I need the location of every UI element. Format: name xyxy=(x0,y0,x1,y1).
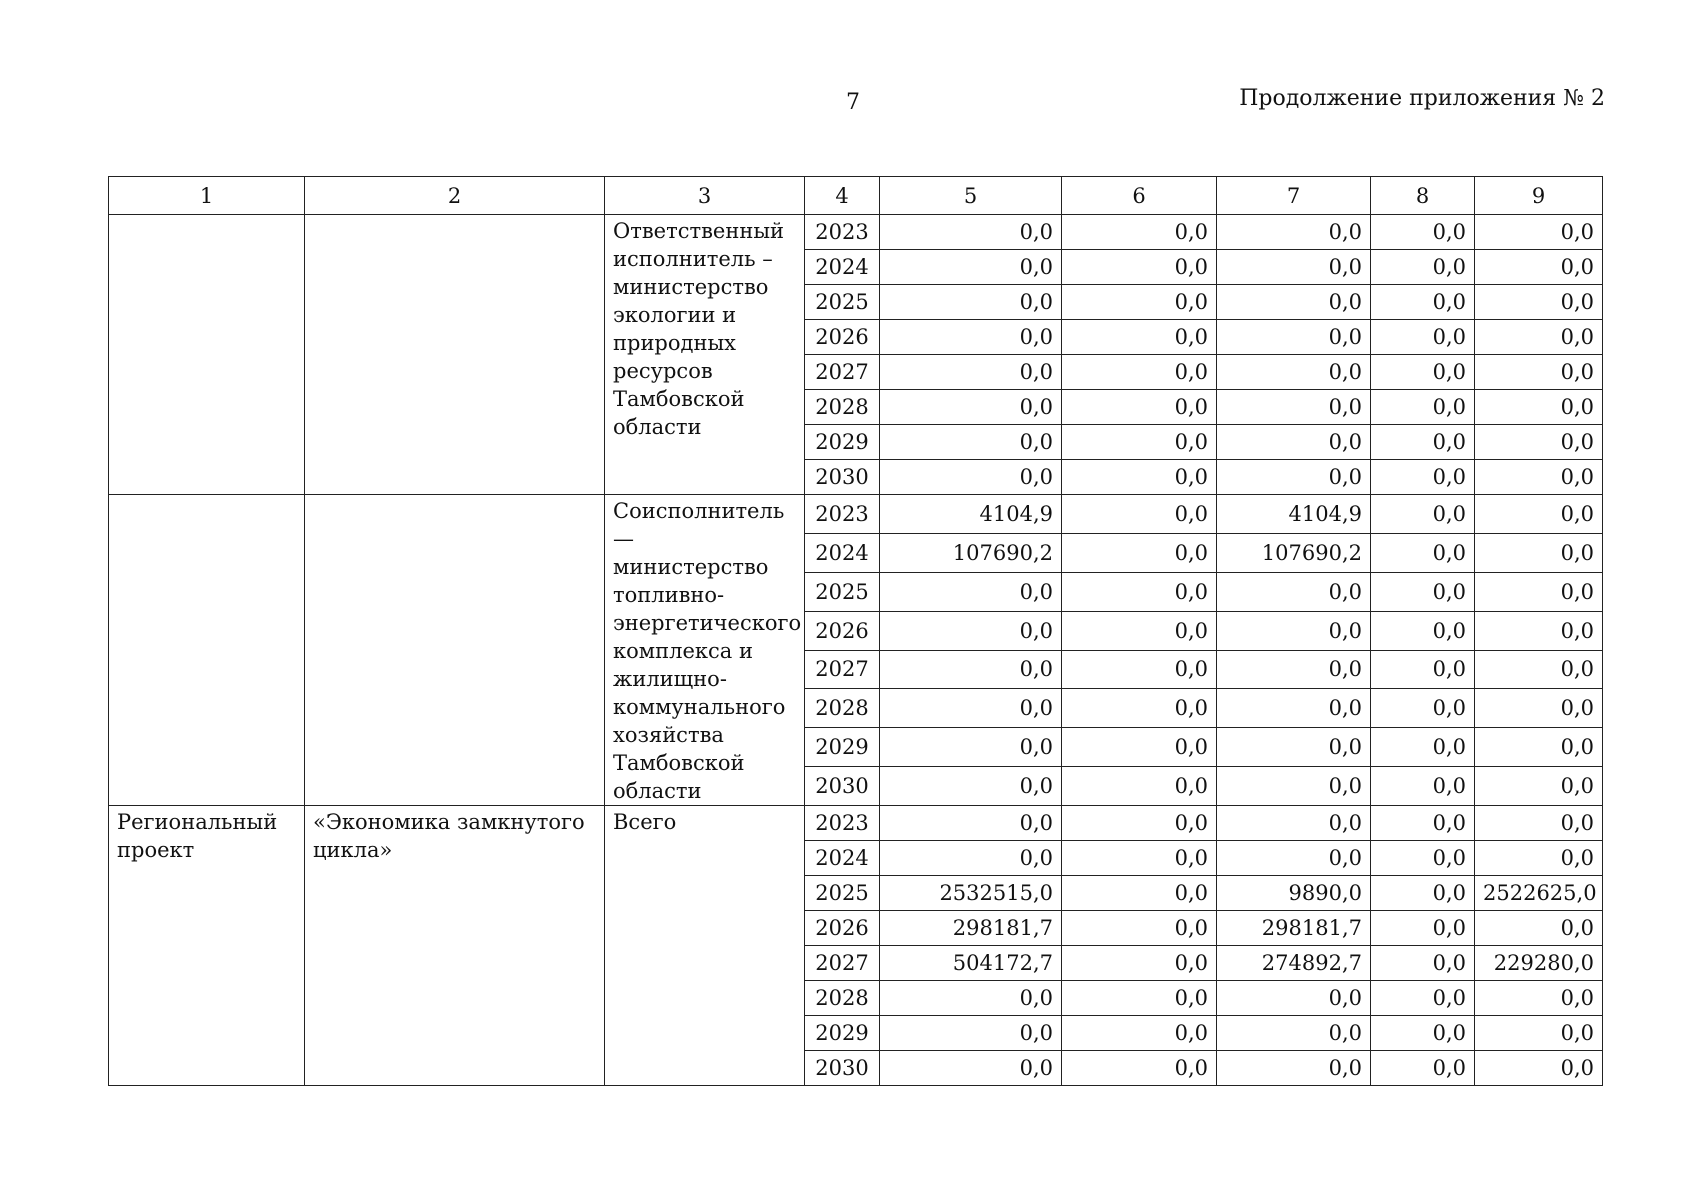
amount-cell: 0,0 xyxy=(1371,250,1475,285)
amount-cell: 0,0 xyxy=(1217,841,1371,876)
amount-cell: 0,0 xyxy=(880,1016,1062,1051)
program-element-cell xyxy=(109,495,305,806)
program-element-cell: Региональный проект xyxy=(109,806,305,1086)
amount-cell: 0,0 xyxy=(1475,650,1603,689)
amount-cell: 0,0 xyxy=(1062,390,1217,425)
table-body xyxy=(109,177,1603,1086)
year-cell: 2030 xyxy=(805,1051,880,1086)
amount-cell: 0,0 xyxy=(1062,460,1217,495)
amount-cell: 0,0 xyxy=(1371,841,1475,876)
amount-cell: 0,0 xyxy=(1371,215,1475,250)
year-cell: 2030 xyxy=(805,767,880,806)
year-cell: 2029 xyxy=(805,425,880,460)
amount-cell: 0,0 xyxy=(1062,215,1217,250)
amount-cell: 0,0 xyxy=(1371,1016,1475,1051)
year-cell: 2024 xyxy=(805,533,880,572)
amount-cell: 0,0 xyxy=(1062,572,1217,611)
amount-cell: 0,0 xyxy=(1062,1051,1217,1086)
column-number: 5 xyxy=(880,177,1062,215)
amount-cell: 0,0 xyxy=(880,285,1062,320)
table-row xyxy=(109,495,1603,534)
amount-cell: 0,0 xyxy=(1475,841,1603,876)
amount-cell: 0,0 xyxy=(1371,728,1475,767)
amount-cell: 4104,9 xyxy=(880,495,1062,534)
amount-cell: 0,0 xyxy=(1062,946,1217,981)
amount-cell: 2532515,0 xyxy=(880,876,1062,911)
amount-cell: 0,0 xyxy=(880,425,1062,460)
amount-cell: 0,0 xyxy=(880,806,1062,841)
amount-cell: 9890,0 xyxy=(1217,876,1371,911)
amount-cell: 0,0 xyxy=(1371,806,1475,841)
amount-cell: 2522625,0 xyxy=(1475,876,1603,911)
element-name-cell: «Экономика замкнутого цикла» xyxy=(305,806,605,1086)
column-number-row xyxy=(109,177,1603,215)
amount-cell: 0,0 xyxy=(1371,611,1475,650)
year-cell: 2025 xyxy=(805,572,880,611)
year-cell: 2026 xyxy=(805,911,880,946)
amount-cell: 0,0 xyxy=(1371,911,1475,946)
amount-cell: 0,0 xyxy=(1062,320,1217,355)
year-cell: 2028 xyxy=(805,689,880,728)
element-name-cell xyxy=(305,215,605,495)
amount-cell: 0,0 xyxy=(1217,320,1371,355)
amount-cell: 107690,2 xyxy=(880,533,1062,572)
amount-cell: 0,0 xyxy=(1217,728,1371,767)
amount-cell: 0,0 xyxy=(1371,390,1475,425)
executor-cell: Соисполнитель — министерство топливно-энергетического комплекса и жилищно-коммунального хозяйства Тамбовской области xyxy=(605,495,805,806)
year-cell: 2027 xyxy=(805,355,880,390)
amount-cell: 0,0 xyxy=(1217,572,1371,611)
table-row xyxy=(109,806,1603,841)
amount-cell: 0,0 xyxy=(880,460,1062,495)
appendix-continuation-note: Продолжение приложения № 2 xyxy=(1239,86,1605,111)
amount-cell: 0,0 xyxy=(1062,767,1217,806)
amount-cell: 0,0 xyxy=(1062,981,1217,1016)
amount-cell: 229280,0 xyxy=(1475,946,1603,981)
amount-cell: 0,0 xyxy=(1217,981,1371,1016)
year-cell: 2029 xyxy=(805,728,880,767)
amount-cell: 0,0 xyxy=(1475,460,1603,495)
amount-cell: 4104,9 xyxy=(1217,495,1371,534)
amount-cell: 0,0 xyxy=(1475,215,1603,250)
year-cell: 2028 xyxy=(805,390,880,425)
amount-cell: 0,0 xyxy=(1475,533,1603,572)
amount-cell: 0,0 xyxy=(880,572,1062,611)
amount-cell: 0,0 xyxy=(1475,250,1603,285)
year-cell: 2026 xyxy=(805,611,880,650)
amount-cell: 0,0 xyxy=(1217,767,1371,806)
amount-cell: 0,0 xyxy=(1062,650,1217,689)
amount-cell: 0,0 xyxy=(880,981,1062,1016)
amount-cell: 0,0 xyxy=(1062,611,1217,650)
amount-cell: 0,0 xyxy=(1475,390,1603,425)
amount-cell: 0,0 xyxy=(1217,460,1371,495)
amount-cell: 0,0 xyxy=(1062,250,1217,285)
amount-cell: 0,0 xyxy=(1371,460,1475,495)
column-number: 8 xyxy=(1371,177,1475,215)
amount-cell: 298181,7 xyxy=(880,911,1062,946)
amount-cell: 0,0 xyxy=(1475,320,1603,355)
amount-cell: 107690,2 xyxy=(1217,533,1371,572)
amount-cell: 0,0 xyxy=(1217,250,1371,285)
amount-cell: 0,0 xyxy=(1217,425,1371,460)
year-cell: 2030 xyxy=(805,460,880,495)
amount-cell: 0,0 xyxy=(1217,611,1371,650)
amount-cell: 0,0 xyxy=(1217,215,1371,250)
amount-cell: 0,0 xyxy=(1062,355,1217,390)
amount-cell: 0,0 xyxy=(880,1051,1062,1086)
year-cell: 2029 xyxy=(805,1016,880,1051)
amount-cell: 0,0 xyxy=(880,841,1062,876)
year-cell: 2023 xyxy=(805,215,880,250)
table-row xyxy=(109,215,1603,250)
year-cell: 2025 xyxy=(805,876,880,911)
amount-cell: 0,0 xyxy=(1475,572,1603,611)
amount-cell: 0,0 xyxy=(1371,689,1475,728)
amount-cell: 0,0 xyxy=(1062,285,1217,320)
amount-cell: 0,0 xyxy=(1475,611,1603,650)
amount-cell: 0,0 xyxy=(1062,533,1217,572)
column-number: 7 xyxy=(1217,177,1371,215)
amount-cell: 0,0 xyxy=(880,215,1062,250)
program-element-cell xyxy=(109,215,305,495)
budget-table xyxy=(108,176,1603,1086)
amount-cell: 0,0 xyxy=(1371,425,1475,460)
amount-cell: 0,0 xyxy=(1371,533,1475,572)
amount-cell: 0,0 xyxy=(1217,355,1371,390)
amount-cell: 0,0 xyxy=(1062,425,1217,460)
amount-cell: 0,0 xyxy=(1475,981,1603,1016)
amount-cell: 0,0 xyxy=(1475,689,1603,728)
amount-cell: 0,0 xyxy=(1062,689,1217,728)
amount-cell: 0,0 xyxy=(1217,689,1371,728)
year-cell: 2025 xyxy=(805,285,880,320)
column-number: 6 xyxy=(1062,177,1217,215)
amount-cell: 0,0 xyxy=(1475,911,1603,946)
executor-cell: Всего xyxy=(605,806,805,1086)
amount-cell: 0,0 xyxy=(1217,285,1371,320)
column-number: 2 xyxy=(305,177,605,215)
amount-cell: 0,0 xyxy=(1475,806,1603,841)
amount-cell: 0,0 xyxy=(1371,495,1475,534)
amount-cell: 0,0 xyxy=(1371,650,1475,689)
amount-cell: 0,0 xyxy=(1062,841,1217,876)
amount-cell: 0,0 xyxy=(1062,728,1217,767)
year-cell: 2027 xyxy=(805,650,880,689)
page-number: 7 xyxy=(846,90,860,115)
amount-cell: 0,0 xyxy=(1062,1016,1217,1051)
amount-cell: 0,0 xyxy=(1371,320,1475,355)
amount-cell: 0,0 xyxy=(1371,572,1475,611)
amount-cell: 0,0 xyxy=(1475,285,1603,320)
amount-cell: 504172,7 xyxy=(880,946,1062,981)
amount-cell: 0,0 xyxy=(880,689,1062,728)
amount-cell: 0,0 xyxy=(1217,650,1371,689)
amount-cell: 0,0 xyxy=(880,728,1062,767)
year-cell: 2023 xyxy=(805,806,880,841)
amount-cell: 0,0 xyxy=(1062,876,1217,911)
amount-cell: 298181,7 xyxy=(1217,911,1371,946)
amount-cell: 0,0 xyxy=(1371,981,1475,1016)
amount-cell: 0,0 xyxy=(1062,806,1217,841)
amount-cell: 0,0 xyxy=(880,611,1062,650)
amount-cell: 0,0 xyxy=(1217,806,1371,841)
amount-cell: 0,0 xyxy=(1217,1016,1371,1051)
column-number: 9 xyxy=(1475,177,1603,215)
amount-cell: 0,0 xyxy=(1371,1051,1475,1086)
amount-cell: 0,0 xyxy=(1475,728,1603,767)
amount-cell: 274892,7 xyxy=(1217,946,1371,981)
amount-cell: 0,0 xyxy=(1475,355,1603,390)
amount-cell: 0,0 xyxy=(1371,946,1475,981)
amount-cell: 0,0 xyxy=(880,767,1062,806)
amount-cell: 0,0 xyxy=(1062,495,1217,534)
year-cell: 2026 xyxy=(805,320,880,355)
year-cell: 2023 xyxy=(805,495,880,534)
amount-cell: 0,0 xyxy=(880,250,1062,285)
amount-cell: 0,0 xyxy=(880,355,1062,390)
amount-cell: 0,0 xyxy=(1217,390,1371,425)
amount-cell: 0,0 xyxy=(1475,425,1603,460)
column-number: 1 xyxy=(109,177,305,215)
amount-cell: 0,0 xyxy=(1371,285,1475,320)
year-cell: 2024 xyxy=(805,250,880,285)
year-cell: 2028 xyxy=(805,981,880,1016)
amount-cell: 0,0 xyxy=(880,390,1062,425)
amount-cell: 0,0 xyxy=(1217,1051,1371,1086)
amount-cell: 0,0 xyxy=(880,320,1062,355)
column-number: 4 xyxy=(805,177,880,215)
column-number: 3 xyxy=(605,177,805,215)
amount-cell: 0,0 xyxy=(1475,767,1603,806)
amount-cell: 0,0 xyxy=(1062,911,1217,946)
amount-cell: 0,0 xyxy=(1371,876,1475,911)
element-name-cell xyxy=(305,495,605,806)
amount-cell: 0,0 xyxy=(1371,767,1475,806)
amount-cell: 0,0 xyxy=(880,650,1062,689)
year-cell: 2024 xyxy=(805,841,880,876)
year-cell: 2027 xyxy=(805,946,880,981)
executor-cell: Ответственный исполнитель – министерство экологии и природных ресурсов Тамбовской области xyxy=(605,215,805,495)
amount-cell: 0,0 xyxy=(1371,355,1475,390)
amount-cell: 0,0 xyxy=(1475,1016,1603,1051)
amount-cell: 0,0 xyxy=(1475,495,1603,534)
amount-cell: 0,0 xyxy=(1475,1051,1603,1086)
